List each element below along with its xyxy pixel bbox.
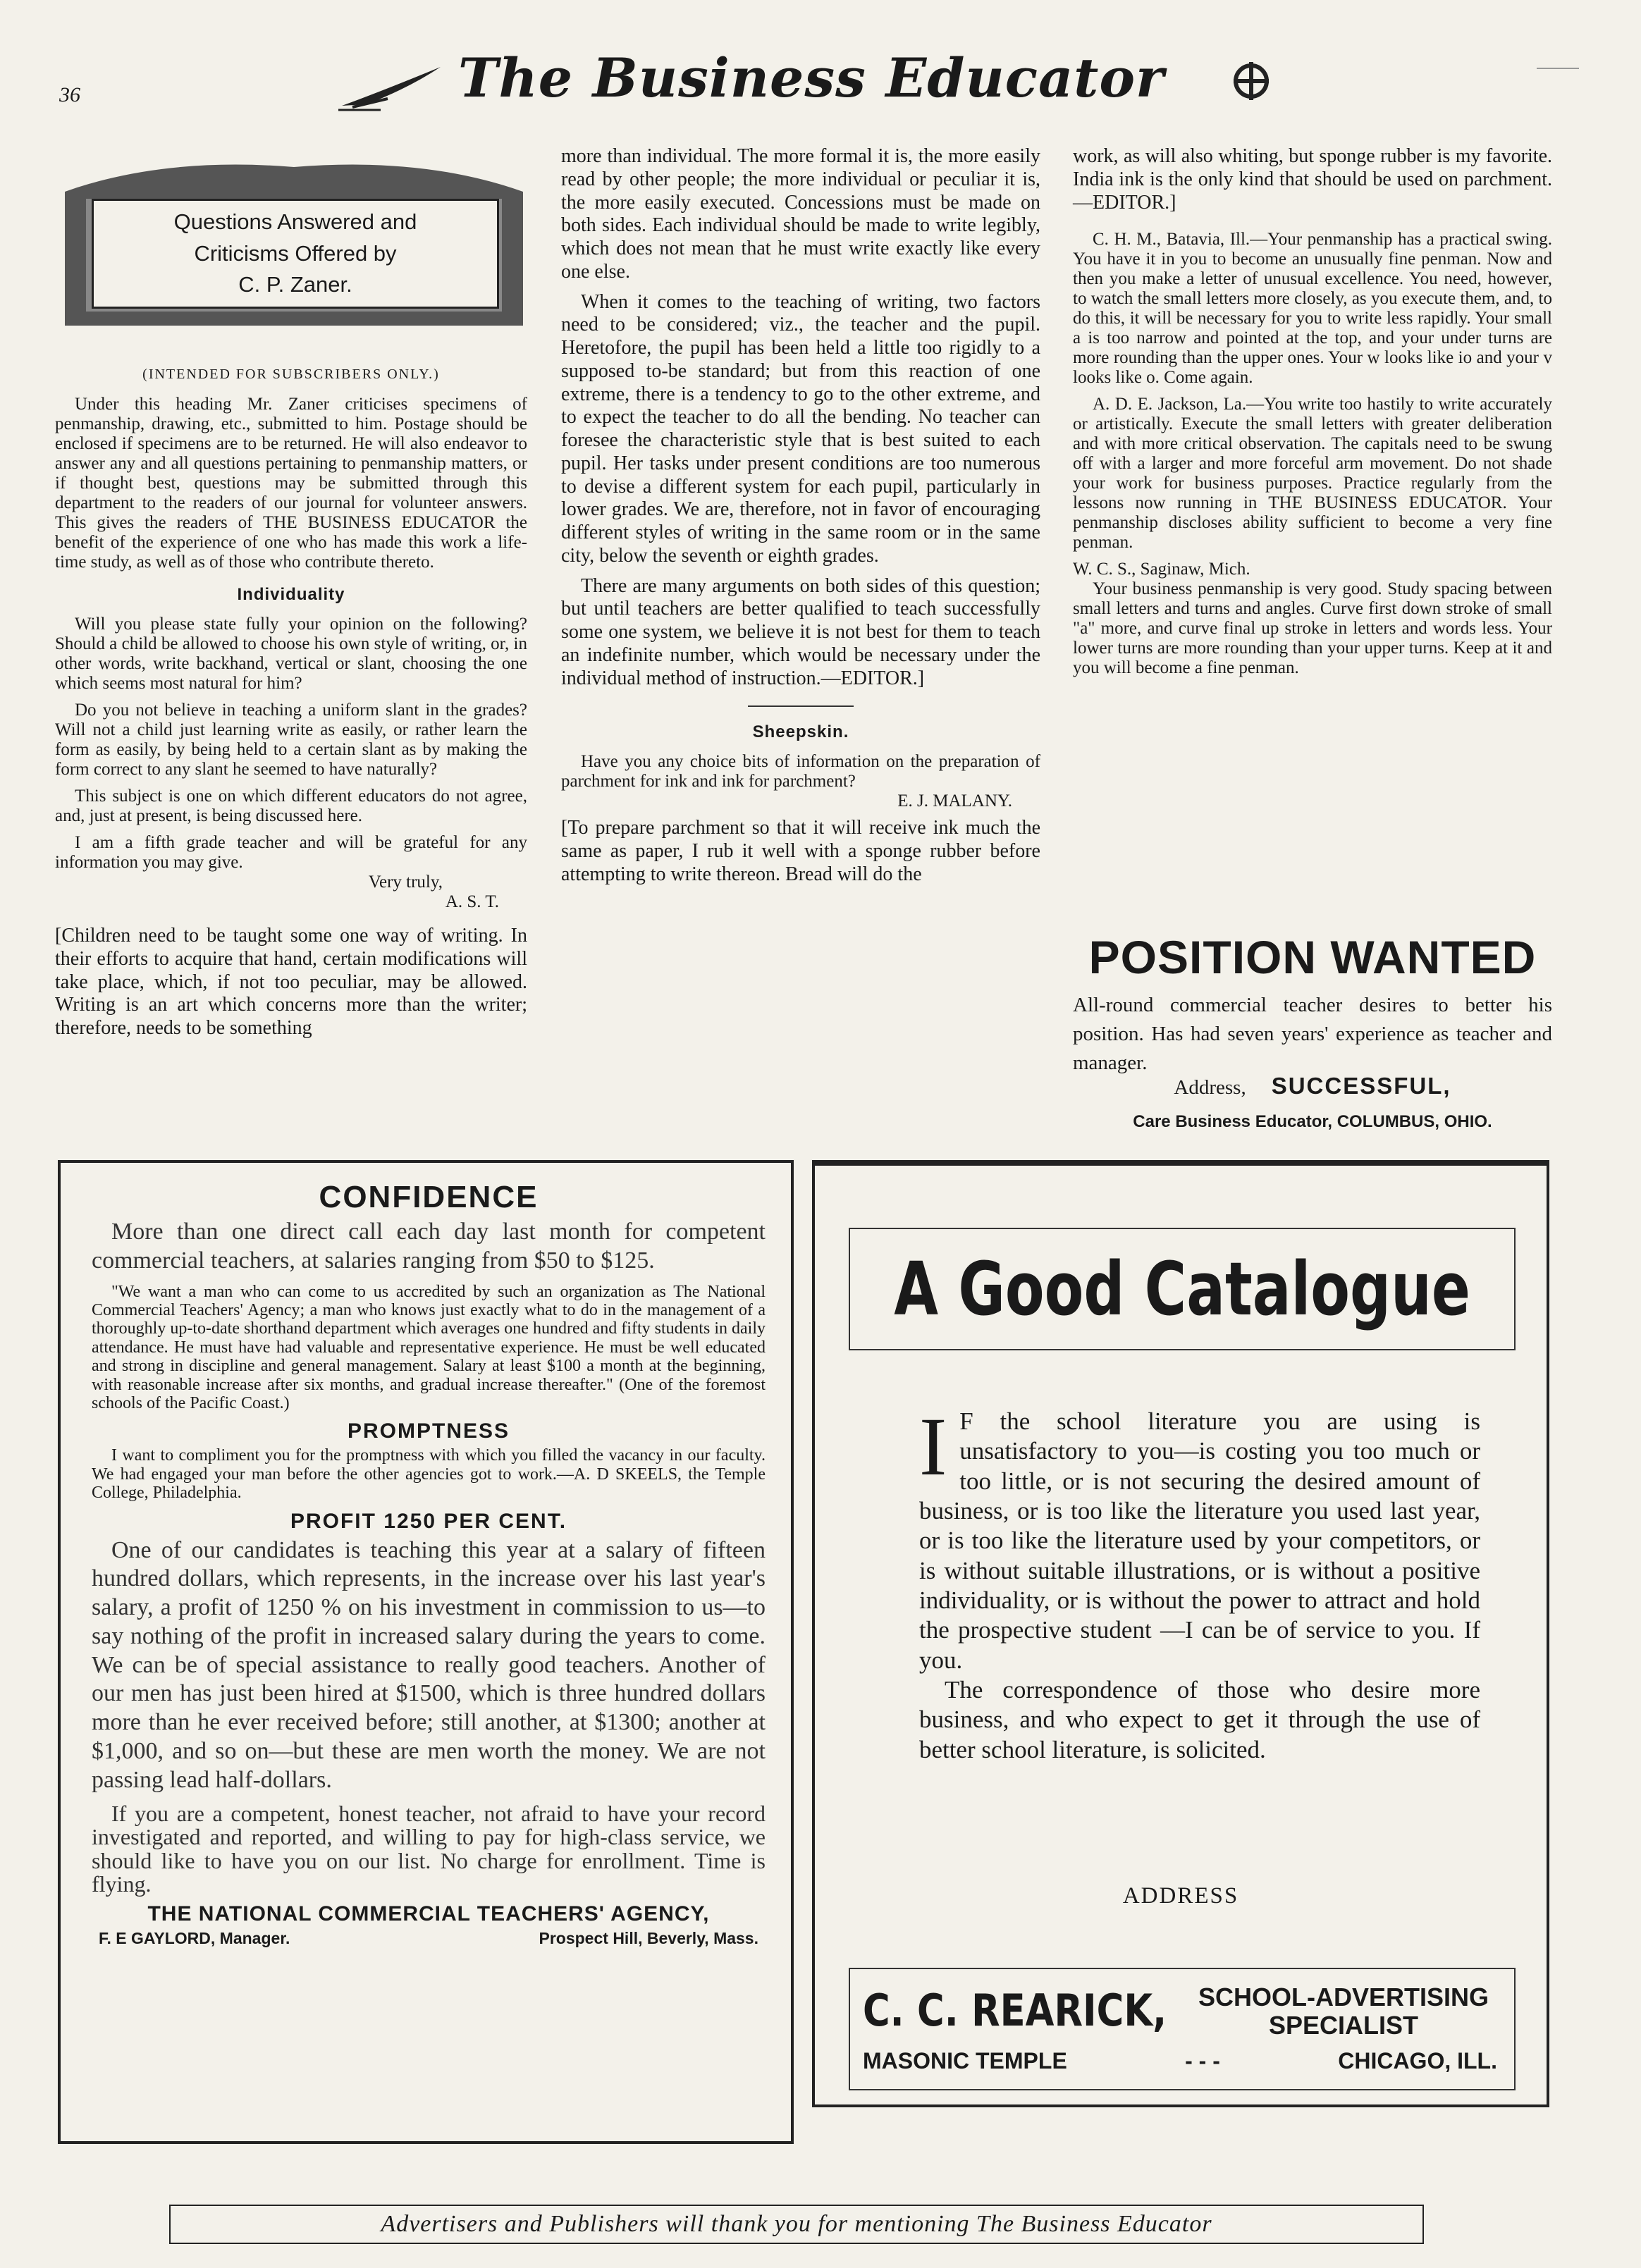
teachers-agency-ad (58, 1163, 794, 2144)
ad-heading-profit: PROFIT 1250 PER CENT. (290, 1509, 567, 1533)
catalogue-ad (812, 1163, 1549, 2107)
answer-paragraph: There are many arguments on both sides of this question; but until teachers are better qualified to teach successfully some one system, we believe it is not best for them to teach an indefinite number, which would be necessary under the individual method of instruction.—EDITOR.] (561, 574, 1040, 689)
ad-closing: If you are a competent, honest teacher, not afraid to have your record investigated and reported, and willing to pay for high-class service, we should like to have you on our list. No charge for enrollment. Time is flying. (92, 1800, 766, 1897)
ad-testimonial: "We want a man who can come to us accredited by such an organization as The National Commercial Teachers' Agency; a man who knows just exactly what to do in the management of a thoroughly up-to-date shorthand department which averages one hundred and fifty students in daily attendance. He must have had valuable and representative experience. He must be well educated and strong in discipline and general management. Salary at least $100 a month at the beginning, with reasonable increase after six months, and gradual increase thereafter." (One of the foremost schools of the Pacific Coast.) (92, 1282, 766, 1412)
question-paragraph: This subject is one on which different educators do not agree, and, just at present, is being discussed here. (55, 787, 527, 826)
department-heading-box (58, 149, 530, 340)
answer-paragraph: When it comes to the teaching of writing, two factors need to be considered; viz., the teacher and the pupil. Heretofore, the pupil has been held a little too rigidly to a supposed to-be standard; but from this reaction of one extreme, there is a tendency to go to the other extreme, and to expect the teacher to do all the bending. No teacher can foresee the characteristic style that is best suited to each pupil. Her tasks under present conditions are too numerous to devise a different system for each pupil, particularly in lower grades. We are, therefore, not in favor of encouraging different styles of writing in the same room or in the same city, below the seventh or eighth grades. (561, 290, 1040, 567)
department-intro: Under this heading Mr. Zaner criticises specimens of penmanship, drawing, etc., submitted to him. Postage should be enclosed if specimens are to be returned. He will also endeavor to answer any and all questions pertaining to penmanship matters, or if thought best, questions may be submitted through this department to the readers of our journal for volunteer answers. This gives the readers of THE BUSINESS EDUCATOR the benefit of the experience of one who has made this work a life-time study, as well as of those who contribute thereto. (55, 395, 527, 572)
advertiser-building: MASONIC TEMPLE (863, 2048, 1067, 2073)
criticism-addressee: W. C. S., Saginaw, Mich. (1073, 560, 1250, 579)
ad-body: One of our candidates is teaching this year at a salary of fifteen hundred dollars, which represents, in the increase over his last year's salary, a profit of 1250 % on his investment in commission to us—to say nothing of the profit in increased salary during the years to come. We can be of special assistance to really good teachers. Another of our men has just been hired at $1500, which is three hundred dollars more than he ever received before; still another, at $1300; another at $1,000, and so on—but these are men worth the money. We are not passing lead half-dollars. (92, 1536, 766, 1793)
agency-manager: F. E GAYLORD, Manager. (99, 1929, 290, 1948)
ad-heading-promptness: PROMPTNESS (347, 1419, 510, 1443)
address-label: Address, (1174, 1076, 1246, 1099)
agency-footer (92, 1929, 766, 1948)
catalogue-title-box (849, 1228, 1516, 1350)
contact-box (849, 1968, 1516, 2090)
emblem-ornament-icon (1227, 56, 1276, 106)
position-wanted-care-of: Care Business Educator, COLUMBUS, OHIO. (1133, 1112, 1492, 1131)
question-paragraph: I am a fifth grade teacher and will be grateful for any information you may give. (55, 833, 527, 873)
advertiser-city: CHICAGO, ILL. (1338, 2048, 1497, 2073)
catalogue-paragraph: F the school literature you are using is unsatisfactory to you—is costing you too much or too little, or is not securing the desired amount of business, or is too like the literature you used last year, or is too like the literature used by your competitors, or is without suitable illustrations, or is without a positive individuality, or is without the power to attract and hold the prospective student —I can be of service to you. If you. (919, 1407, 1480, 1674)
catalogue-title: A Good Catalogue (894, 1246, 1470, 1332)
letter-closing: Very truly, (368, 873, 443, 892)
position-wanted-body: All-round commercial teacher desires to better his position. Has had seven years' experience as teacher and manager. (1073, 994, 1552, 1075)
column-1 (55, 395, 527, 1047)
heading-line-1: Questions Answered and (173, 209, 417, 234)
catalogue-paragraph: The correspondence of those who desire more business, and who expect to get it through the use of better school literature, is solicited. (919, 1676, 1480, 1763)
ad-lead: More than one direct call each day last month for competent commercial teachers, at salaries ranging from $50 to $125. (92, 1219, 766, 1274)
subscribers-note: (INTENDED FOR SUBSCRIBERS ONLY.) (142, 366, 440, 382)
section-heading-sheepskin: Sheepskin. (752, 722, 849, 742)
quill-pen-icon (338, 63, 444, 113)
catalogue-text (919, 1400, 1480, 1765)
question-paragraph: Will you please state fully your opinion on the following? Should a child be allowed to choose his own style of writing, or, in other words, write backhand, vertical or slant, choosing the one which seems most natural for him? (55, 615, 527, 694)
agency-name: THE NATIONAL COMMERCIAL TEACHERS' AGENCY, (147, 1902, 710, 1926)
masthead (338, 42, 1297, 120)
question-signature: E. J. MALANY. (897, 791, 1012, 811)
letter-signature: A. S. T. (445, 892, 499, 912)
header-rule (1537, 68, 1579, 69)
answer-continued: work, as will also whiting, but sponge rubber is my favorite. India ink is the only kind that should be used on parchment.—EDITOR.] (1073, 145, 1552, 214)
editor-answer: [To prepare parchment so that it will receive ink much the same as paper, I rub it well with a sponge rubber before attempting to write thereon. Bread will do the (561, 817, 1040, 885)
position-wanted-address (1073, 1073, 1552, 1099)
address-name: SUCCESSFUL, (1271, 1073, 1451, 1099)
footer-banner: Advertisers and Publishers will thank you for mentioning The Business Educator (169, 2205, 1424, 2244)
position-wanted-title: POSITION WANTED (1088, 931, 1537, 983)
heading-line-2: Criticisms Offered by (194, 240, 397, 266)
editor-answer: [Children need to be taught some one way of writing. In their efforts to acquire that hand, certain modifications will take place, which, if not too peculiar, may be allowed. Writing is an art which concerns more than the writer; therefore, needs to be something (55, 925, 527, 1040)
advertiser-location (863, 2048, 1497, 2074)
masthead-title: The Business Educator (458, 47, 1165, 109)
location-dashes: - - - (1185, 2048, 1220, 2073)
section-divider (748, 705, 854, 707)
question-paragraph: Have you any choice bits of information on the preparation of parchment for ink and ink for parchment? (561, 752, 1040, 791)
section-heading-individuality: Individuality (237, 585, 345, 604)
agency-location: Prospect Hill, Beverly, Mass. (539, 1929, 758, 1948)
ad-heading-confidence: CONFIDENCE (319, 1180, 539, 1214)
drop-cap: I (919, 1400, 947, 1493)
criticism-paragraph: C. H. M., Batavia, Ill.—Your penmanship has a practical swing. You have it in you to become an unusually fine penman. Now and then you make a letter of unusual excellence. You need, however, to watch the small letters more closely, as you execute them, and, to do this, it will be necessary for you to write less rapidly. Your small a is too narrow and pointed at the top, and your under turns are more rounding than the upper ones. Your w looks like io and your v looks like o. Come again. (1073, 230, 1552, 388)
column-3 (1073, 145, 1552, 685)
criticism-paragraph: A. D. E. Jackson, La.—You write too hastily to write accurately or artistically. Execute the small letters with greater deliberation and with more critical observation. The capitals need to be swung off with a larger and more forceful arm movement. Do not shade your work for business purposes. Practice regularly from the lessons now running in THE BUSINESS EDUCATOR. Your penmanship discloses ability sufficient to become a very fine penman. (1073, 395, 1552, 553)
catalogue-address-label: ADDRESS (1122, 1883, 1239, 1909)
question-paragraph: Do you not believe in teaching a uniform slant in the grades? Will not a child just learning write as easily, or rather learn the form as easily, by being held to a certain slant as by making the form correct to any slant he seemed to have naturally? (55, 701, 527, 779)
advertiser-specialty: SCHOOL-ADVERTISING SPECIALIST (1198, 1983, 1489, 2040)
heading-line-3: C. P. Zaner. (238, 272, 352, 297)
column-2 (561, 145, 1040, 894)
criticism-paragraph: Your business penmanship is very good. Study spacing between small letters and turns and angles. Curve first down stroke of small "a" more, and curve final up stroke in letters and words less. Your lower turns are more rounding than your upper turns. Keep at it and you will become a fine penman. (1073, 579, 1552, 678)
answer-continued: more than individual. The more formal it is, the more easily read by other people; the more individual or peculiar it is, the more easily executed. Concessions must be made on both sides. Each individual should be made to write legibly, which does not mean that he must write exactly like every one else. (561, 145, 1040, 283)
advertiser-name: C. C. REARICK, (863, 1985, 1167, 2036)
ad-testimonial: I want to compliment you for the promptness with which you filled the vacancy in our faculty. We had engaged your man before the other agencies got to work.—A. D SKEELS, the Temple College, Philadelphia. (92, 1446, 766, 1503)
page-number: 36 (59, 83, 80, 106)
